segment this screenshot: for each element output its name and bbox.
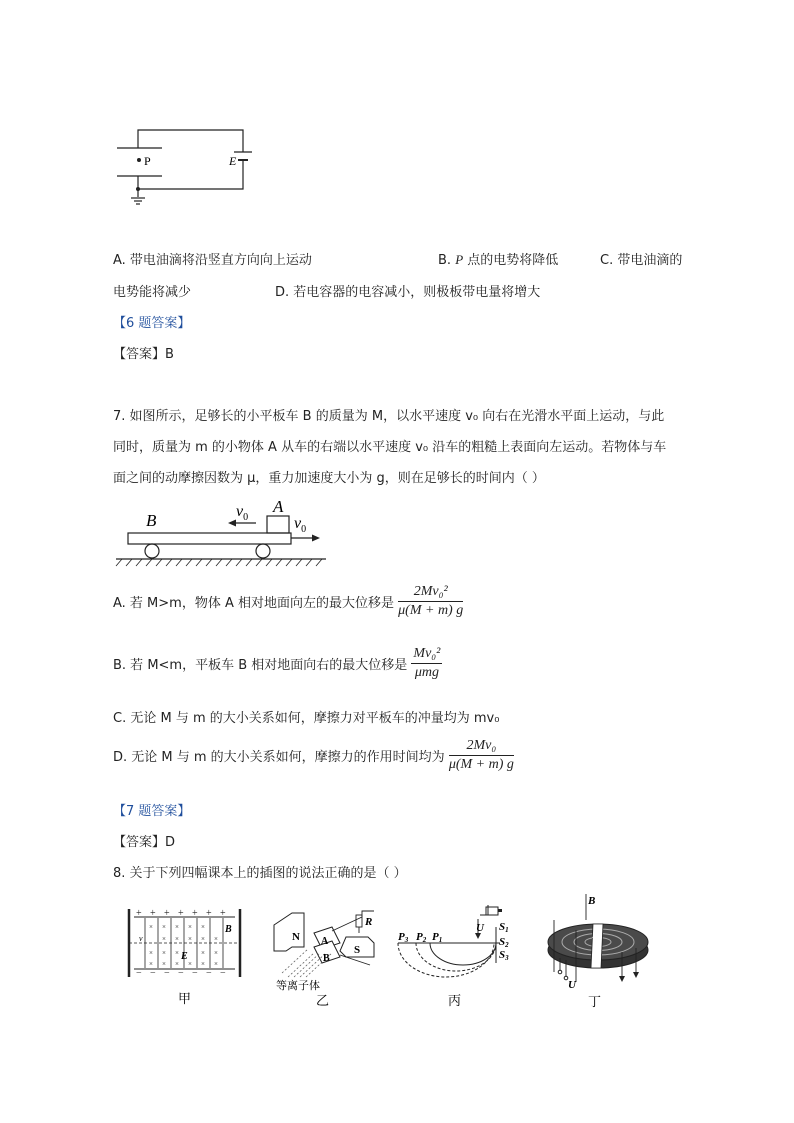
svg-text:×: ×: [188, 923, 192, 931]
svg-text:×: ×: [201, 960, 205, 968]
figure-ding-cyclotron: [538, 890, 658, 1010]
svg-text:−: −: [164, 968, 170, 979]
q6-option-b-rest: 点的电势将降低: [463, 253, 559, 268]
ding-label-a: A: [592, 930, 600, 941]
yi-label-n: N: [292, 931, 300, 943]
ding-label-u: U: [568, 979, 576, 991]
velocity-left-label: $v_0$: [236, 503, 249, 523]
q6-option-c-line1: C. 带电油滴的: [600, 253, 683, 268]
svg-text:×: ×: [175, 960, 179, 968]
q7-option-b: [113, 646, 442, 681]
q7-option-d-fraction: [449, 738, 514, 773]
q7-stem-line2: 同时，质量为 m 的小物体 A 从车的右端以水平速度 v₀ 沿车的粗糙上表面向左运动。若物体与车: [113, 440, 667, 455]
q7-option-d-numerator: 2Mv₀: [449, 738, 514, 756]
q7-option-a-numerator: 2Mv₀²: [398, 584, 463, 602]
cart-label-b: B: [146, 511, 157, 530]
bing-p2: P: [416, 931, 423, 943]
q6-option-d: D. 若电容器的电容减小，则极板带电量将增大: [275, 285, 541, 300]
bing-p3: P: [398, 931, 405, 943]
svg-text:×: ×: [214, 960, 218, 968]
bing-p1: P: [432, 931, 439, 943]
figure-yi-mhd-generator: [270, 903, 398, 1009]
q7-option-d-denominator: μ(M + m) g: [448, 757, 514, 772]
svg-text:×: ×: [188, 935, 192, 943]
yi-label-b: B: [323, 953, 330, 964]
bing-label-u: U: [476, 922, 484, 934]
velocity-right-label: $v_0$: [294, 515, 307, 535]
figure-bing-mass-spectrometer: [396, 903, 520, 1009]
svg-text:×: ×: [162, 949, 166, 957]
q7-option-a-denominator: μ(M + m) g: [398, 603, 464, 618]
svg-text:+: +: [220, 908, 226, 919]
svg-text:×: ×: [149, 960, 153, 968]
bing-s1: S: [499, 921, 506, 933]
q7-answer: 【答案】D: [113, 835, 176, 850]
block-label-a: A: [273, 497, 284, 516]
caption-ding: 丁: [588, 994, 602, 1009]
q6-option-b: [438, 249, 558, 268]
svg-text:+: +: [150, 908, 156, 919]
q6-answer: 【答案】B: [113, 347, 174, 362]
caption-bing: 丙: [448, 993, 462, 1008]
svg-text:×: ×: [162, 960, 166, 968]
q7-option-a: [113, 584, 463, 619]
svg-text:×: ×: [214, 949, 218, 957]
yi-label-s: S: [354, 944, 361, 956]
q8-stem: 8. 关于下列四幅课本上的插图的说法正确的是（ ）: [113, 866, 407, 881]
svg-text:S3: S3: [499, 949, 509, 962]
q6-option-c-line2: 电势能将减少: [113, 285, 192, 300]
svg-text:P1: P1: [432, 931, 443, 944]
q7-option-a-text: A. 若 M>m，物体 A 相对地面向左的最大位移是: [113, 596, 394, 611]
svg-text:×: ×: [149, 923, 153, 931]
q6-option-b-var: P: [455, 252, 464, 267]
point-p-label: P: [144, 154, 151, 168]
q6-answer-header: 【6 题答案】: [113, 316, 191, 331]
svg-text:−: −: [220, 968, 226, 979]
svg-text:+: +: [206, 908, 212, 919]
svg-text:×: ×: [188, 960, 192, 968]
q7-option-b-text: B. 若 M<m，平板车 B 相对地面向右的最大位移是: [113, 658, 408, 673]
q6-option-a: A. 带电油滴将沿竖直方向向上运动: [113, 253, 312, 268]
svg-text:−: −: [150, 968, 156, 979]
q6-option-b-prefix: B.: [438, 253, 456, 268]
caption-jia: 甲: [178, 991, 192, 1006]
capacitor-circuit-figure: [110, 122, 270, 212]
yi-plasma-label: 等离子体: [276, 980, 320, 992]
svg-text:+: +: [178, 908, 184, 919]
svg-text:×: ×: [214, 935, 218, 943]
svg-text:−: −: [178, 968, 184, 979]
jia-label-b: B: [225, 924, 232, 935]
svg-text:P3: P3: [398, 931, 409, 944]
svg-text:×: ×: [162, 923, 166, 931]
q7-option-b-denominator: μmg: [414, 665, 439, 680]
jia-label-e: E: [181, 951, 188, 962]
yi-label-r: R: [365, 916, 373, 928]
figure-jia-velocity-selector: [122, 905, 254, 1007]
q7-answer-header: 【7 题答案】: [113, 804, 191, 819]
emf-label: E: [229, 154, 237, 168]
jia-label-v: v: [139, 934, 143, 943]
svg-text:+: +: [164, 908, 170, 919]
cart-block-figure: [112, 497, 334, 569]
yi-label-a: A: [321, 936, 329, 947]
q7-option-c: C. 无论 M 与 m 的大小关系如何，摩擦力对平板车的冲量均为 mv₀: [113, 711, 500, 726]
svg-text:+: +: [136, 908, 142, 919]
svg-text:×: ×: [149, 949, 153, 957]
svg-text:−: −: [136, 968, 142, 979]
svg-text:×: ×: [201, 935, 205, 943]
svg-text:S2: S2: [499, 936, 509, 949]
svg-text:−: −: [192, 968, 198, 979]
svg-text:×: ×: [175, 935, 179, 943]
q7-option-d-text: D. 无论 M 与 m 的大小关系如何，摩擦力的作用时间均为: [113, 750, 445, 765]
q7-option-b-numerator: Mv₀²: [411, 646, 442, 664]
svg-text:×: ×: [201, 923, 205, 931]
svg-text:×: ×: [175, 923, 179, 931]
svg-text:P2: P2: [416, 931, 427, 944]
q7-stem-line3: 面之间的动摩擦因数为 μ，重力加速度大小为 g，则在足够长的时间内（ ）: [113, 471, 545, 486]
svg-text:×: ×: [175, 949, 179, 957]
ding-label-b: B: [588, 895, 596, 907]
svg-text:×: ×: [162, 935, 166, 943]
caption-yi: 乙: [316, 993, 330, 1008]
q7-option-a-fraction: [398, 584, 463, 619]
svg-text:−: −: [206, 968, 212, 979]
svg-text:+: +: [192, 908, 198, 919]
svg-text:×: ×: [201, 949, 205, 957]
svg-text:S1: S1: [499, 921, 509, 934]
q7-option-d: [113, 738, 514, 773]
bing-s2: S: [499, 936, 506, 948]
q7-stem-line1: 7. 如图所示，足够长的小平板车 B 的质量为 M，以水平速度 v₀ 向右在光滑水平面上运动，与此: [113, 409, 665, 424]
bing-s3: S: [499, 949, 506, 961]
q7-option-b-fraction: [411, 646, 442, 681]
